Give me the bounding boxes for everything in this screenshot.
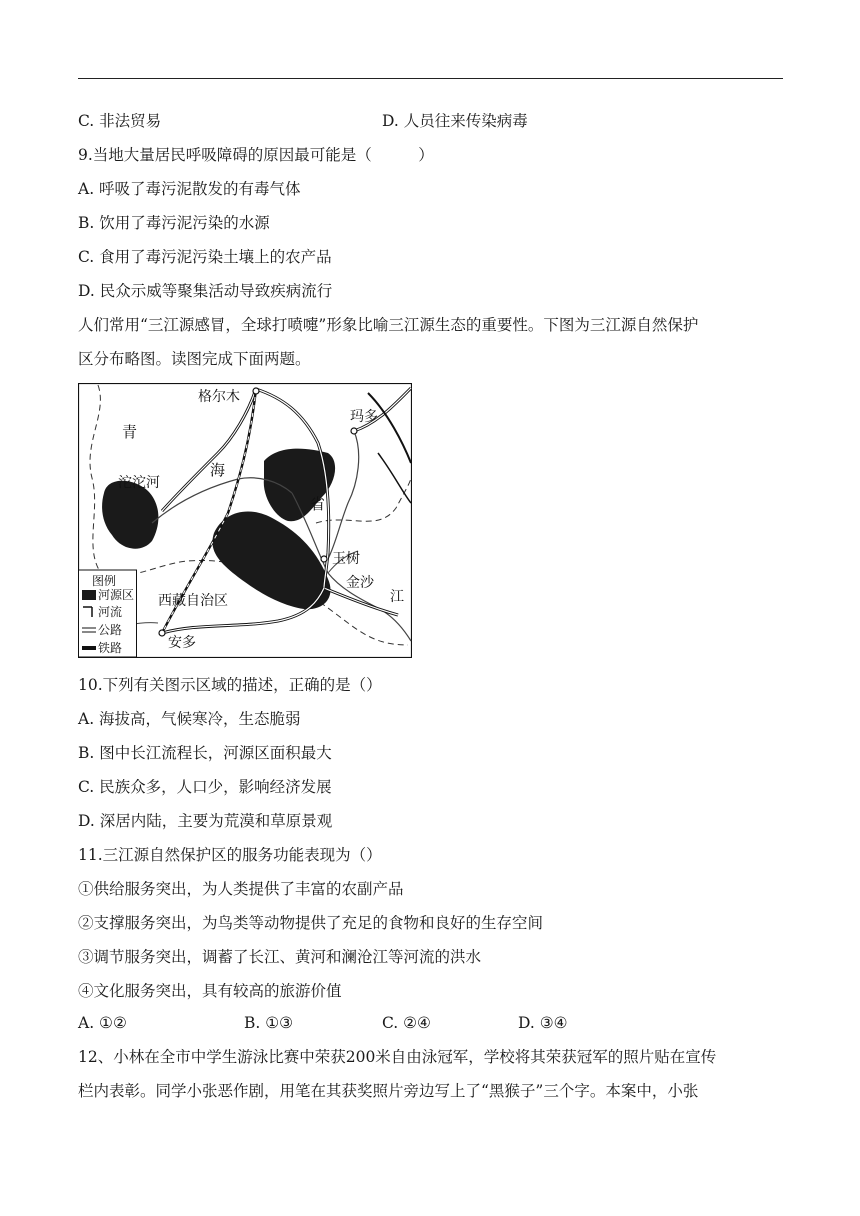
q11-option-d: D. ③④ (518, 1014, 568, 1032)
q11-options-row (78, 1013, 783, 1033)
q11-item-3: ③调节服务突出，调蓄了长江、黄河和澜沧江等河流的洪水 (78, 948, 482, 966)
q12-line-1: 12、小林在全市中学生游泳比赛中荣获200米自由泳冠军，学校将其荣获冠军的照片贴在宣传 (78, 1048, 717, 1066)
label-yushu: 玉树 (332, 551, 360, 567)
q11-item-2: ②支撑服务突出，为鸟类等动物提供了充足的食物和良好的生存空间 (78, 914, 544, 932)
q8-option-c: C. 非法贸易 (78, 112, 162, 130)
legend-item-railway: 铁路 (98, 641, 123, 655)
legend-title: 图例 (92, 574, 117, 588)
map-legend (79, 570, 137, 657)
q12-line-2: 栏内表彰。同学小张恶作剧，用笔在其获奖照片旁边写上了“黑猴子”三个字。本案中，小张 (78, 1082, 699, 1100)
town-yushu-marker (321, 556, 327, 562)
label-sheng: 省 (310, 495, 326, 513)
q8-options-row (78, 111, 528, 131)
q10-option-d: D. 深居内陆，主要为荒漠和草原景观 (78, 812, 333, 830)
legend-item-road: 公路 (98, 623, 123, 637)
q10-stem: 10.下列有关图示区域的描述，正确的是（） (78, 676, 382, 694)
label-tuotuohe: 沱沱河 (118, 475, 160, 491)
q9-stem: 9.当地大量居民呼吸障碍的原因最可能是（ ） (78, 146, 434, 164)
q11-stem: 11.三江源自然保护区的服务功能表现为（） (78, 846, 382, 864)
label-anduo: 安多 (168, 635, 196, 651)
label-jiang: 江 (390, 589, 404, 605)
town-maduo-marker (351, 428, 357, 434)
q10-option-c: C. 民族众多，人口少，影响经济发展 (78, 778, 332, 796)
q11-option-b: B. ①③ (244, 1014, 294, 1032)
q11-option-c: C. ②④ (382, 1014, 431, 1032)
legend-swatch-railway (82, 646, 96, 650)
q9-option-b: B. 饮用了毒污泥污染的水源 (78, 214, 270, 232)
label-xizang: 西藏自治区 (158, 593, 228, 609)
legend-swatch-headwater (82, 590, 96, 600)
q11-item-1: ①供给服务突出，为人类提供了丰富的农副产品 (78, 880, 404, 898)
label-maduo: 玛多 (350, 409, 378, 425)
q9-option-c: C. 食用了毒污泥污染土壤上的农产品 (78, 248, 332, 266)
town-anduo-marker (159, 630, 165, 636)
q11-item-4: ④文化服务突出，具有较高的旅游价值 (78, 982, 342, 1000)
header-rule (78, 78, 783, 79)
sanjiangyuan-map (78, 383, 412, 658)
label-jinsha: 金沙 (346, 575, 374, 591)
q8-option-d: D. 人员往来传染病毒 (382, 112, 528, 130)
intro-line-1: 人们常用“三江源感冒，全球打喷嚏”形象比喻三江源生态的重要性。下图为三江源自然保护 (78, 316, 699, 334)
legend-item-river: 河流 (98, 605, 123, 619)
q10-option-a: A. 海拔高，气候寒冷，生态脆弱 (78, 710, 301, 728)
intro-line-2: 区分布略图。读图完成下面两题。 (78, 350, 311, 368)
legend-item-headwater: 河源区 (98, 588, 135, 602)
label-hai: 海 (210, 461, 226, 479)
q9-option-a: A. 呼吸了毒污泥散发的有毒气体 (78, 180, 301, 198)
label-qing: 青 (122, 423, 138, 441)
town-geermu-marker (253, 388, 259, 394)
q11-option-a: A. ①② (78, 1014, 127, 1032)
label-geermu: 格尔木 (198, 389, 240, 405)
q9-option-d: D. 民众示威等聚集活动导致疾病流行 (78, 282, 333, 300)
q10-option-b: B. 图中长江流程长，河源区面积最大 (78, 744, 332, 762)
